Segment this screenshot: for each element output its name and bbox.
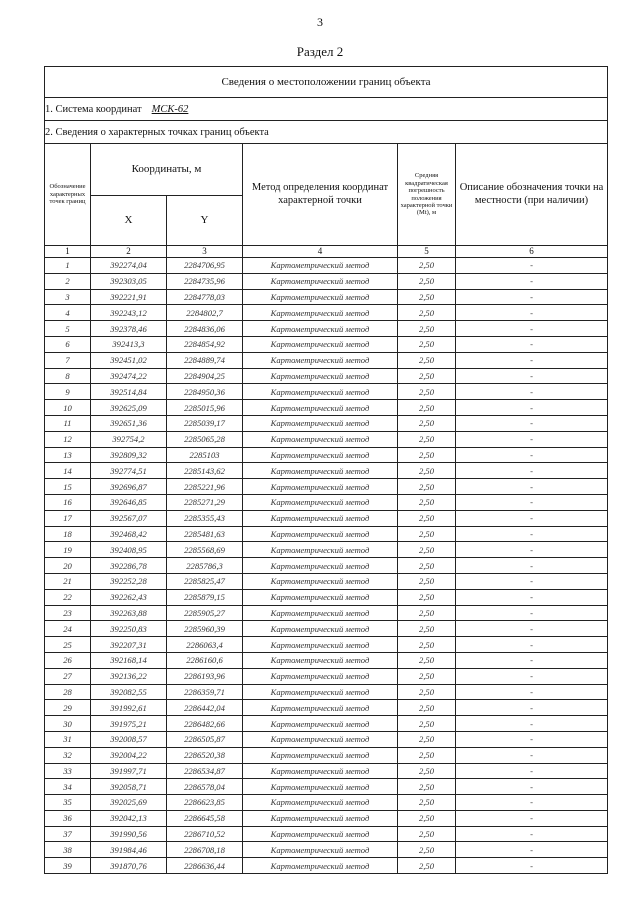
table-row (45, 368, 608, 384)
description-cell: - (456, 573, 608, 589)
description-cell: - (456, 258, 608, 274)
method-cell: Картометрический метод (243, 479, 398, 495)
method-cell: Картометрический метод (243, 684, 398, 700)
method-cell: Картометрический метод (243, 573, 398, 589)
coordinate-system-label: 1. Система координат (45, 103, 142, 115)
point-number-cell: 33 (45, 763, 91, 779)
y-coordinate-cell: 2285143,62 (167, 463, 243, 479)
description-cell: - (456, 289, 608, 305)
y-coordinate-cell: 2285879,15 (167, 589, 243, 605)
x-coordinate-cell: 392413,3 (91, 336, 167, 352)
accuracy-cell: 2,50 (398, 494, 456, 510)
method-cell: Картометрический метод (243, 652, 398, 668)
column-number: 5 (398, 246, 456, 258)
method-cell: Картометрический метод (243, 494, 398, 510)
x-coordinate-cell: 392274,04 (91, 258, 167, 274)
header-point-designation: Обозначение характерных точек границ (45, 144, 91, 246)
table-row (45, 558, 608, 574)
table-row (45, 716, 608, 732)
description-cell: - (456, 700, 608, 716)
point-number-cell: 23 (45, 605, 91, 621)
y-coordinate-cell: 2286063,4 (167, 637, 243, 653)
y-coordinate-cell: 2284889,74 (167, 352, 243, 368)
accuracy-cell: 2,50 (398, 747, 456, 763)
method-cell: Картометрический метод (243, 842, 398, 858)
table-row (45, 526, 608, 542)
table-row (45, 637, 608, 653)
method-cell: Картометрический метод (243, 668, 398, 684)
table-row (45, 510, 608, 526)
x-coordinate-cell: 392451,02 (91, 352, 167, 368)
description-cell: - (456, 526, 608, 542)
method-cell: Картометрический метод (243, 526, 398, 542)
table-row (45, 763, 608, 779)
point-number-cell: 20 (45, 558, 91, 574)
y-coordinate-cell: 2284802,7 (167, 305, 243, 321)
point-number-cell: 25 (45, 637, 91, 653)
method-cell: Картометрический метод (243, 321, 398, 337)
description-cell: - (456, 763, 608, 779)
accuracy-cell: 2,50 (398, 810, 456, 826)
method-cell: Картометрический метод (243, 352, 398, 368)
method-cell: Картометрический метод (243, 605, 398, 621)
point-number-cell: 32 (45, 747, 91, 763)
description-cell: - (456, 384, 608, 400)
y-coordinate-cell: 2284854,92 (167, 336, 243, 352)
column-number: 3 (167, 246, 243, 258)
y-coordinate-cell: 2286193,96 (167, 668, 243, 684)
x-coordinate-cell: 392651,36 (91, 415, 167, 431)
x-coordinate-cell: 392625,09 (91, 400, 167, 416)
column-number: 4 (243, 246, 398, 258)
point-number-cell: 13 (45, 447, 91, 463)
point-number-cell: 9 (45, 384, 91, 400)
x-coordinate-cell: 392303,05 (91, 273, 167, 289)
point-number-cell: 8 (45, 368, 91, 384)
description-cell: - (456, 747, 608, 763)
method-cell: Картометрический метод (243, 289, 398, 305)
section-title: Раздел 2 (296, 44, 344, 59)
x-coordinate-cell: 392042,13 (91, 810, 167, 826)
y-coordinate-cell: 2286534,87 (167, 763, 243, 779)
table-row (45, 795, 608, 811)
page-number: 3 (317, 15, 323, 29)
accuracy-cell: 2,50 (398, 479, 456, 495)
y-coordinate-cell: 2284706,95 (167, 258, 243, 274)
y-coordinate-cell: 2286520,38 (167, 747, 243, 763)
method-cell: Картометрический метод (243, 305, 398, 321)
accuracy-cell: 2,50 (398, 589, 456, 605)
point-number-cell: 38 (45, 842, 91, 858)
y-coordinate-cell: 2284950,36 (167, 384, 243, 400)
method-cell: Картометрический метод (243, 273, 398, 289)
accuracy-cell: 2,50 (398, 605, 456, 621)
y-coordinate-cell: 2286636,44 (167, 858, 243, 874)
table-row (45, 684, 608, 700)
table-row (45, 542, 608, 558)
y-coordinate-cell: 2286623,85 (167, 795, 243, 811)
method-cell: Картометрический метод (243, 558, 398, 574)
point-number-cell: 3 (45, 289, 91, 305)
table-row (45, 336, 608, 352)
point-number-cell: 17 (45, 510, 91, 526)
accuracy-cell: 2,50 (398, 558, 456, 574)
accuracy-cell: 2,50 (398, 336, 456, 352)
description-cell: - (456, 637, 608, 653)
method-cell: Картометрический метод (243, 716, 398, 732)
method-cell: Картометрический метод (243, 463, 398, 479)
accuracy-cell: 2,50 (398, 858, 456, 874)
description-cell: - (456, 668, 608, 684)
accuracy-cell: 2,50 (398, 700, 456, 716)
x-coordinate-cell: 392025,69 (91, 795, 167, 811)
y-coordinate-cell: 2286645,58 (167, 810, 243, 826)
description-cell: - (456, 321, 608, 337)
description-cell: - (456, 542, 608, 558)
description-cell: - (456, 463, 608, 479)
table-row (45, 589, 608, 605)
x-coordinate-cell: 392243,12 (91, 305, 167, 321)
accuracy-cell: 2,50 (398, 731, 456, 747)
x-coordinate-cell: 392408,95 (91, 542, 167, 558)
method-cell: Картометрический метод (243, 384, 398, 400)
x-coordinate-cell: 392207,31 (91, 637, 167, 653)
description-cell: - (456, 479, 608, 495)
table-row (45, 842, 608, 858)
x-coordinate-cell: 391984,46 (91, 842, 167, 858)
method-cell: Картометрический метод (243, 795, 398, 811)
y-coordinate-cell: 2286482,66 (167, 716, 243, 732)
description-cell: - (456, 400, 608, 416)
accuracy-cell: 2,50 (398, 321, 456, 337)
point-number-cell: 5 (45, 321, 91, 337)
description-cell: - (456, 621, 608, 637)
table-row (45, 258, 608, 274)
table-row (45, 858, 608, 874)
point-number-cell: 2 (45, 273, 91, 289)
point-number-cell: 6 (45, 336, 91, 352)
description-cell: - (456, 795, 608, 811)
column-number-row (45, 246, 608, 258)
y-coordinate-cell: 2285568,69 (167, 542, 243, 558)
y-coordinate-cell: 2285015,96 (167, 400, 243, 416)
table-row (45, 573, 608, 589)
x-coordinate-cell: 392378,46 (91, 321, 167, 337)
point-number-cell: 35 (45, 795, 91, 811)
x-coordinate-cell: 392286,78 (91, 558, 167, 574)
point-number-cell: 15 (45, 479, 91, 495)
method-cell: Картометрический метод (243, 810, 398, 826)
coordinate-system-row (45, 98, 608, 121)
y-coordinate-cell: 2286710,52 (167, 826, 243, 842)
description-cell: - (456, 447, 608, 463)
accuracy-cell: 2,50 (398, 273, 456, 289)
table-row (45, 621, 608, 637)
y-coordinate-cell: 2284904,25 (167, 368, 243, 384)
accuracy-cell: 2,50 (398, 621, 456, 637)
accuracy-cell: 2,50 (398, 305, 456, 321)
accuracy-cell: 2,50 (398, 415, 456, 431)
description-cell: - (456, 684, 608, 700)
y-coordinate-cell: 2285355,43 (167, 510, 243, 526)
point-number-cell: 36 (45, 810, 91, 826)
accuracy-cell: 2,50 (398, 668, 456, 684)
table-row (45, 289, 608, 305)
column-number: 6 (456, 246, 608, 258)
x-coordinate-cell: 391992,61 (91, 700, 167, 716)
description-cell: - (456, 810, 608, 826)
column-number: 1 (45, 246, 91, 258)
accuracy-cell: 2,50 (398, 842, 456, 858)
method-cell: Картометрический метод (243, 731, 398, 747)
accuracy-cell: 2,50 (398, 826, 456, 842)
description-cell: - (456, 305, 608, 321)
y-coordinate-cell: 2284735,96 (167, 273, 243, 289)
table-row (45, 415, 608, 431)
x-coordinate-cell: 392774,51 (91, 463, 167, 479)
x-coordinate-cell: 392008,57 (91, 731, 167, 747)
method-cell: Картометрический метод (243, 510, 398, 526)
x-coordinate-cell: 392263,88 (91, 605, 167, 621)
point-number-cell: 31 (45, 731, 91, 747)
x-coordinate-cell: 392136,22 (91, 668, 167, 684)
table-row (45, 700, 608, 716)
point-number-cell: 12 (45, 431, 91, 447)
accuracy-cell: 2,50 (398, 400, 456, 416)
x-coordinate-cell: 392474,22 (91, 368, 167, 384)
description-cell: - (456, 368, 608, 384)
header-x: X (91, 196, 167, 246)
table-row (45, 668, 608, 684)
point-number-cell: 27 (45, 668, 91, 684)
point-number-cell: 29 (45, 700, 91, 716)
boundary-points-table (44, 66, 608, 874)
description-cell: - (456, 431, 608, 447)
table-row (45, 779, 608, 795)
point-number-cell: 28 (45, 684, 91, 700)
table-row (45, 605, 608, 621)
method-cell: Картометрический метод (243, 447, 398, 463)
description-cell: - (456, 352, 608, 368)
table-row (45, 463, 608, 479)
y-coordinate-cell: 2285825,47 (167, 573, 243, 589)
accuracy-cell: 2,50 (398, 652, 456, 668)
y-coordinate-cell: 2285786,3 (167, 558, 243, 574)
point-number-cell: 26 (45, 652, 91, 668)
header-accuracy: Средняя квадратическая погрешность положения характерной точки (Mt), м (398, 144, 456, 246)
x-coordinate-cell: 392082,55 (91, 684, 167, 700)
x-coordinate-cell: 391975,21 (91, 716, 167, 732)
description-cell: - (456, 558, 608, 574)
accuracy-cell: 2,50 (398, 289, 456, 305)
x-coordinate-cell: 392567,07 (91, 510, 167, 526)
description-cell: - (456, 605, 608, 621)
description-cell: - (456, 842, 608, 858)
table-row (45, 810, 608, 826)
accuracy-cell: 2,50 (398, 684, 456, 700)
y-coordinate-cell: 2285960,39 (167, 621, 243, 637)
method-cell: Картометрический метод (243, 747, 398, 763)
x-coordinate-cell: 392250,83 (91, 621, 167, 637)
y-coordinate-cell: 2286708,18 (167, 842, 243, 858)
description-cell: - (456, 510, 608, 526)
point-number-cell: 4 (45, 305, 91, 321)
table-row (45, 400, 608, 416)
x-coordinate-cell: 392168,14 (91, 652, 167, 668)
method-cell: Картометрический метод (243, 621, 398, 637)
method-cell: Картометрический метод (243, 336, 398, 352)
method-cell: Картометрический метод (243, 542, 398, 558)
description-cell: - (456, 415, 608, 431)
description-cell: - (456, 731, 608, 747)
y-coordinate-cell: 2286505,87 (167, 731, 243, 747)
x-coordinate-cell: 391990,56 (91, 826, 167, 842)
point-number-cell: 30 (45, 716, 91, 732)
accuracy-cell: 2,50 (398, 431, 456, 447)
table-row (45, 305, 608, 321)
accuracy-cell: 2,50 (398, 716, 456, 732)
column-number: 2 (91, 246, 167, 258)
point-number-cell: 18 (45, 526, 91, 542)
table-row (45, 352, 608, 368)
header-method: Метод определения координат характерной точки (243, 144, 398, 246)
description-cell: - (456, 779, 608, 795)
table-row (45, 826, 608, 842)
x-coordinate-cell: 392004,22 (91, 747, 167, 763)
point-number-cell: 21 (45, 573, 91, 589)
accuracy-cell: 2,50 (398, 795, 456, 811)
description-cell: - (456, 273, 608, 289)
method-cell: Картометрический метод (243, 368, 398, 384)
method-cell: Картометрический метод (243, 431, 398, 447)
x-coordinate-cell: 392221,91 (91, 289, 167, 305)
description-cell: - (456, 826, 608, 842)
header-y: Y (167, 196, 243, 246)
point-number-cell: 22 (45, 589, 91, 605)
accuracy-cell: 2,50 (398, 368, 456, 384)
x-coordinate-cell: 392514,84 (91, 384, 167, 400)
header-description: Описание обозначения точки на местности (при наличии) (456, 144, 608, 246)
y-coordinate-cell: 2285221,96 (167, 479, 243, 495)
y-coordinate-cell: 2286359,71 (167, 684, 243, 700)
y-coordinate-cell: 2285905,27 (167, 605, 243, 621)
y-coordinate-cell: 2285065,28 (167, 431, 243, 447)
description-cell: - (456, 494, 608, 510)
y-coordinate-cell: 2284778,03 (167, 289, 243, 305)
y-coordinate-cell: 2285103 (167, 447, 243, 463)
point-number-cell: 16 (45, 494, 91, 510)
table-row (45, 431, 608, 447)
accuracy-cell: 2,50 (398, 526, 456, 542)
point-number-cell: 39 (45, 858, 91, 874)
y-coordinate-cell: 2286442,04 (167, 700, 243, 716)
method-cell: Картометрический метод (243, 637, 398, 653)
method-cell: Картометрический метод (243, 779, 398, 795)
table-row (45, 494, 608, 510)
x-coordinate-cell: 391997,71 (91, 763, 167, 779)
point-number-cell: 14 (45, 463, 91, 479)
accuracy-cell: 2,50 (398, 463, 456, 479)
method-cell: Картометрический метод (243, 415, 398, 431)
header-coordinates: Координаты, м (91, 144, 243, 196)
description-cell: - (456, 652, 608, 668)
accuracy-cell: 2,50 (398, 258, 456, 274)
y-coordinate-cell: 2285039,17 (167, 415, 243, 431)
point-number-cell: 10 (45, 400, 91, 416)
table-row (45, 321, 608, 337)
x-coordinate-cell: 392262,43 (91, 589, 167, 605)
accuracy-cell: 2,50 (398, 573, 456, 589)
table-row (45, 652, 608, 668)
coordinate-system-value: МСК-62 (151, 103, 189, 115)
x-coordinate-cell: 392809,32 (91, 447, 167, 463)
description-cell: - (456, 716, 608, 732)
points-caption: 2. Сведения о характерных точках границ объекта (45, 121, 608, 144)
table-row (45, 384, 608, 400)
x-coordinate-cell: 392058,71 (91, 779, 167, 795)
accuracy-cell: 2,50 (398, 384, 456, 400)
description-cell: - (456, 858, 608, 874)
method-cell: Картометрический метод (243, 858, 398, 874)
description-cell: - (456, 589, 608, 605)
point-number-cell: 37 (45, 826, 91, 842)
accuracy-cell: 2,50 (398, 637, 456, 653)
y-coordinate-cell: 2286578,04 (167, 779, 243, 795)
accuracy-cell: 2,50 (398, 779, 456, 795)
table-title: Сведения о местоположении границ объекта (45, 67, 608, 98)
x-coordinate-cell: 392468,42 (91, 526, 167, 542)
y-coordinate-cell: 2285271,29 (167, 494, 243, 510)
accuracy-cell: 2,50 (398, 542, 456, 558)
point-number-cell: 11 (45, 415, 91, 431)
table-row (45, 731, 608, 747)
point-number-cell: 1 (45, 258, 91, 274)
method-cell: Картометрический метод (243, 763, 398, 779)
x-coordinate-cell: 392252,28 (91, 573, 167, 589)
x-coordinate-cell: 392754,2 (91, 431, 167, 447)
x-coordinate-cell: 392696,87 (91, 479, 167, 495)
x-coordinate-cell: 392646,85 (91, 494, 167, 510)
method-cell: Картометрический метод (243, 700, 398, 716)
y-coordinate-cell: 2286160,6 (167, 652, 243, 668)
description-cell: - (456, 336, 608, 352)
accuracy-cell: 2,50 (398, 763, 456, 779)
y-coordinate-cell: 2285481,63 (167, 526, 243, 542)
point-number-cell: 24 (45, 621, 91, 637)
method-cell: Картометрический метод (243, 589, 398, 605)
y-coordinate-cell: 2284836,06 (167, 321, 243, 337)
method-cell: Картометрический метод (243, 400, 398, 416)
table-row (45, 447, 608, 463)
table-row (45, 479, 608, 495)
accuracy-cell: 2,50 (398, 352, 456, 368)
method-cell: Картометрический метод (243, 826, 398, 842)
point-number-cell: 19 (45, 542, 91, 558)
point-number-cell: 7 (45, 352, 91, 368)
method-cell: Картометрический метод (243, 258, 398, 274)
x-coordinate-cell: 391870,76 (91, 858, 167, 874)
table-row (45, 273, 608, 289)
point-number-cell: 34 (45, 779, 91, 795)
accuracy-cell: 2,50 (398, 447, 456, 463)
accuracy-cell: 2,50 (398, 510, 456, 526)
table-row (45, 747, 608, 763)
